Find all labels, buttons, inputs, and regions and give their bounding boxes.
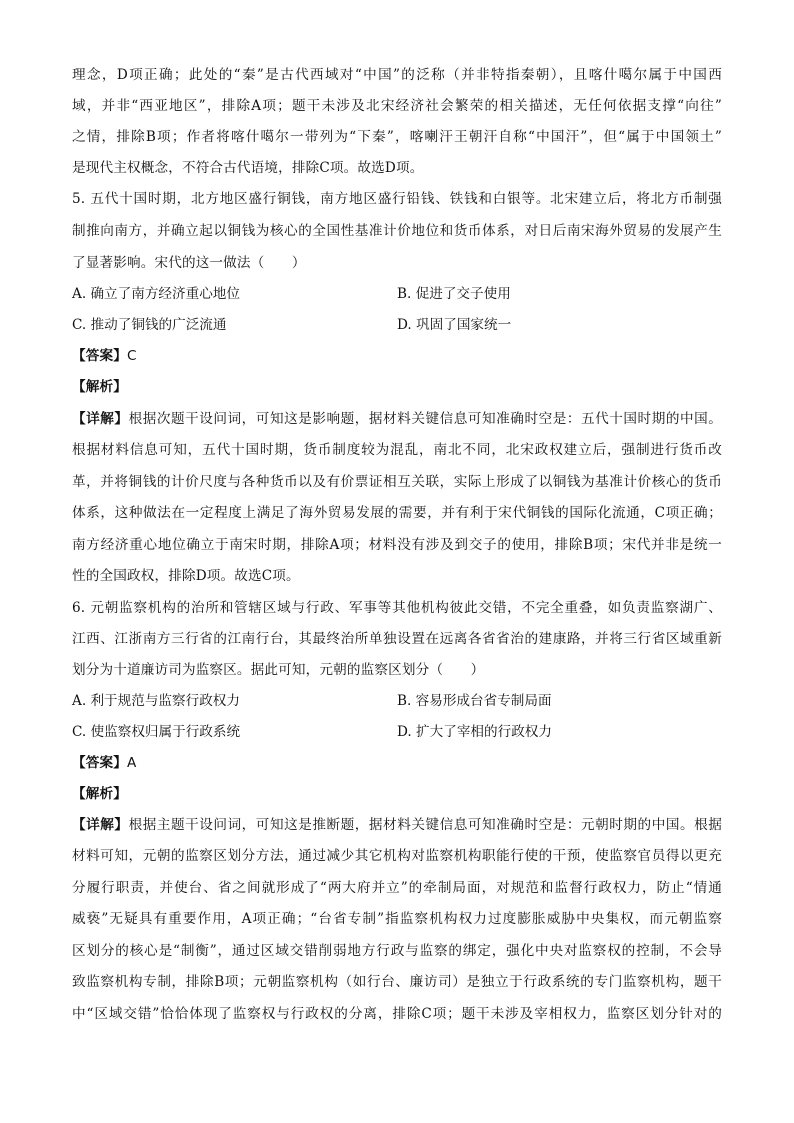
q6-option-c: C. 使监察权归属于行政系统 [72, 724, 241, 740]
prev-analysis-line-3: 之情，排除B项；作者将喀什噶尔一带列为“下秦”，喀喇汗王朝汗自称“中国汗”，但“属于中国领土” [72, 129, 722, 145]
q6-option-a: A. 利于规范与监察行政权力 [72, 693, 240, 709]
q6-analysis-label: 【解析】 [72, 786, 127, 802]
q6-stem-line-1: 6. 元朝监察机构的治所和管辖区域与行政、军事等其他机构彼此交错，不完全重叠，如负责监察湖广、 [72, 600, 722, 616]
q6-option-b: B. 容易形成台省专制局面 [397, 693, 552, 709]
q6-detail-line-3: 分履行职责，并使台、省之间就形成了“两大府并立”的牵制局面，对规范和监督行政权力，防止“情通 [72, 880, 722, 896]
q5-detail-line-6: 性的全国政权，排除D项。故选C项。 [72, 568, 300, 584]
q6-detail-line-2: 材料可知，元朝的监察区划分方法，通过减少其它机构对监察机构职能行使的干预，使监察官员得以更充 [72, 848, 722, 864]
q5-answer-label: 【答案】 [72, 348, 127, 364]
q5-detail-line-2: 根据材料信息可知，五代十国时期，货币制度较为混乱，南北不同，北宋政权建立后，强制进行货币改 [72, 442, 722, 458]
q6-detail-line-7: 中“区域交错”恰恰体现了监察权与行政权的分离，排除C项；题干未涉及宰相权力，监察区划分针对的 [72, 1006, 722, 1022]
q6-detail-line-4: 威亵”无疑具有重要作用，A项正确；“台省专制”指监察机构权力过度膨胀威胁中央集权，而元朝监察 [72, 911, 722, 927]
q5-option-a: A. 确立了南方经济重心地位 [72, 286, 240, 302]
q5-detail-line-4: 体系，这种做法在一定程度上满足了海外贸易发展的需要，并有利于宋代铜钱的国际化流通，C项正确； [72, 505, 722, 521]
prev-analysis-line-2: 域，并非“西亚地区”，排除A项；题干未涉及北宋经济社会繁荣的相关描述，无任何依据支撑“向往” [72, 98, 722, 114]
q5-detail-text-1: 根据次题干设问词，可知这是影响题，据材料关键信息可知准确时空是：五代十国时期的中国。 [128, 411, 722, 427]
q6-answer-label: 【答案】 [72, 755, 127, 771]
q6-detail-label: 【详解】 [72, 817, 129, 833]
q6-answer [72, 753, 722, 773]
q6-option-d: D. 扩大了宰相的行政权力 [397, 724, 552, 740]
q5-answer-value: C [126, 348, 137, 364]
q5-detail-line-1 [72, 409, 722, 429]
q5-option-b: B. 促进了交子使用 [397, 286, 511, 302]
q6-detail-line-6: 致监察机构专制，排除B项；元朝监察机构（如行台、廉访司）是独立于行政系统的专门监察机构，题干 [72, 974, 722, 990]
q5-stem-line-2: 制推向南方，并确立起以铜钱为核心的全国性基准计价地位和货币体系，对日后南宋海外贸易的发展产生 [72, 223, 722, 239]
q6-detail-line-5: 区划分的核心是“制衡”，通过区域交错削弱地方行政与监察的绑定，强化中央对监察权的控制，不会导 [72, 943, 722, 959]
q6-detail-text-1: 根据主题干设问词，可知这是推断题，据材料关键信息可知准确时空是：元朝时期的中国。根据 [128, 817, 722, 833]
q5-detail-line-3: 革，并将铜钱的计价尺度与各种货币以及有价票证相互关联，实际上形成了以铜钱为基准计价核心的货币 [72, 474, 722, 490]
prev-analysis-line-4: 是现代主权概念，不符合古代语境，排除C项。故选D项。 [72, 160, 424, 176]
prev-analysis-line-1: 理念，D项正确；此处的“秦”是古代西域对“中国”的泛称（并非特指秦朝），且喀什噶尔属于中国西 [72, 67, 722, 83]
q5-option-c: C. 推动了铜钱的广泛流通 [72, 317, 227, 333]
q6-stem-line-2: 江西、江浙南方三行省的江南行台，其最终治所单独设置在远离各省省治的建康路，并将三行省区域重新 [72, 631, 722, 647]
q5-answer [72, 346, 722, 366]
q5-detail-line-5: 南方经济重心地位确立于南宋时期，排除A项；材料没有涉及到交子的使用，排除B项；宋代并非是统一 [72, 537, 722, 553]
q5-option-d: D. 巩固了国家统一 [397, 317, 512, 333]
q6-answer-value: A [126, 755, 137, 771]
q5-detail-label: 【详解】 [72, 411, 129, 427]
q5-stem-line-1: 5. 五代十国时期，北方地区盛行铜钱，南方地区盛行铅钱、铁钱和白银等。北宋建立后，将北方币制强 [72, 191, 722, 207]
q6-detail-line-1 [72, 815, 722, 835]
q6-stem-line-3: 划分为十道廉访司为监察区。据此可知，元朝的监察区划分（ ） [72, 662, 485, 678]
q5-analysis-label: 【解析】 [72, 379, 127, 395]
q5-stem-line-3: 了显著影响。宋代的这一做法（ ） [72, 255, 306, 271]
